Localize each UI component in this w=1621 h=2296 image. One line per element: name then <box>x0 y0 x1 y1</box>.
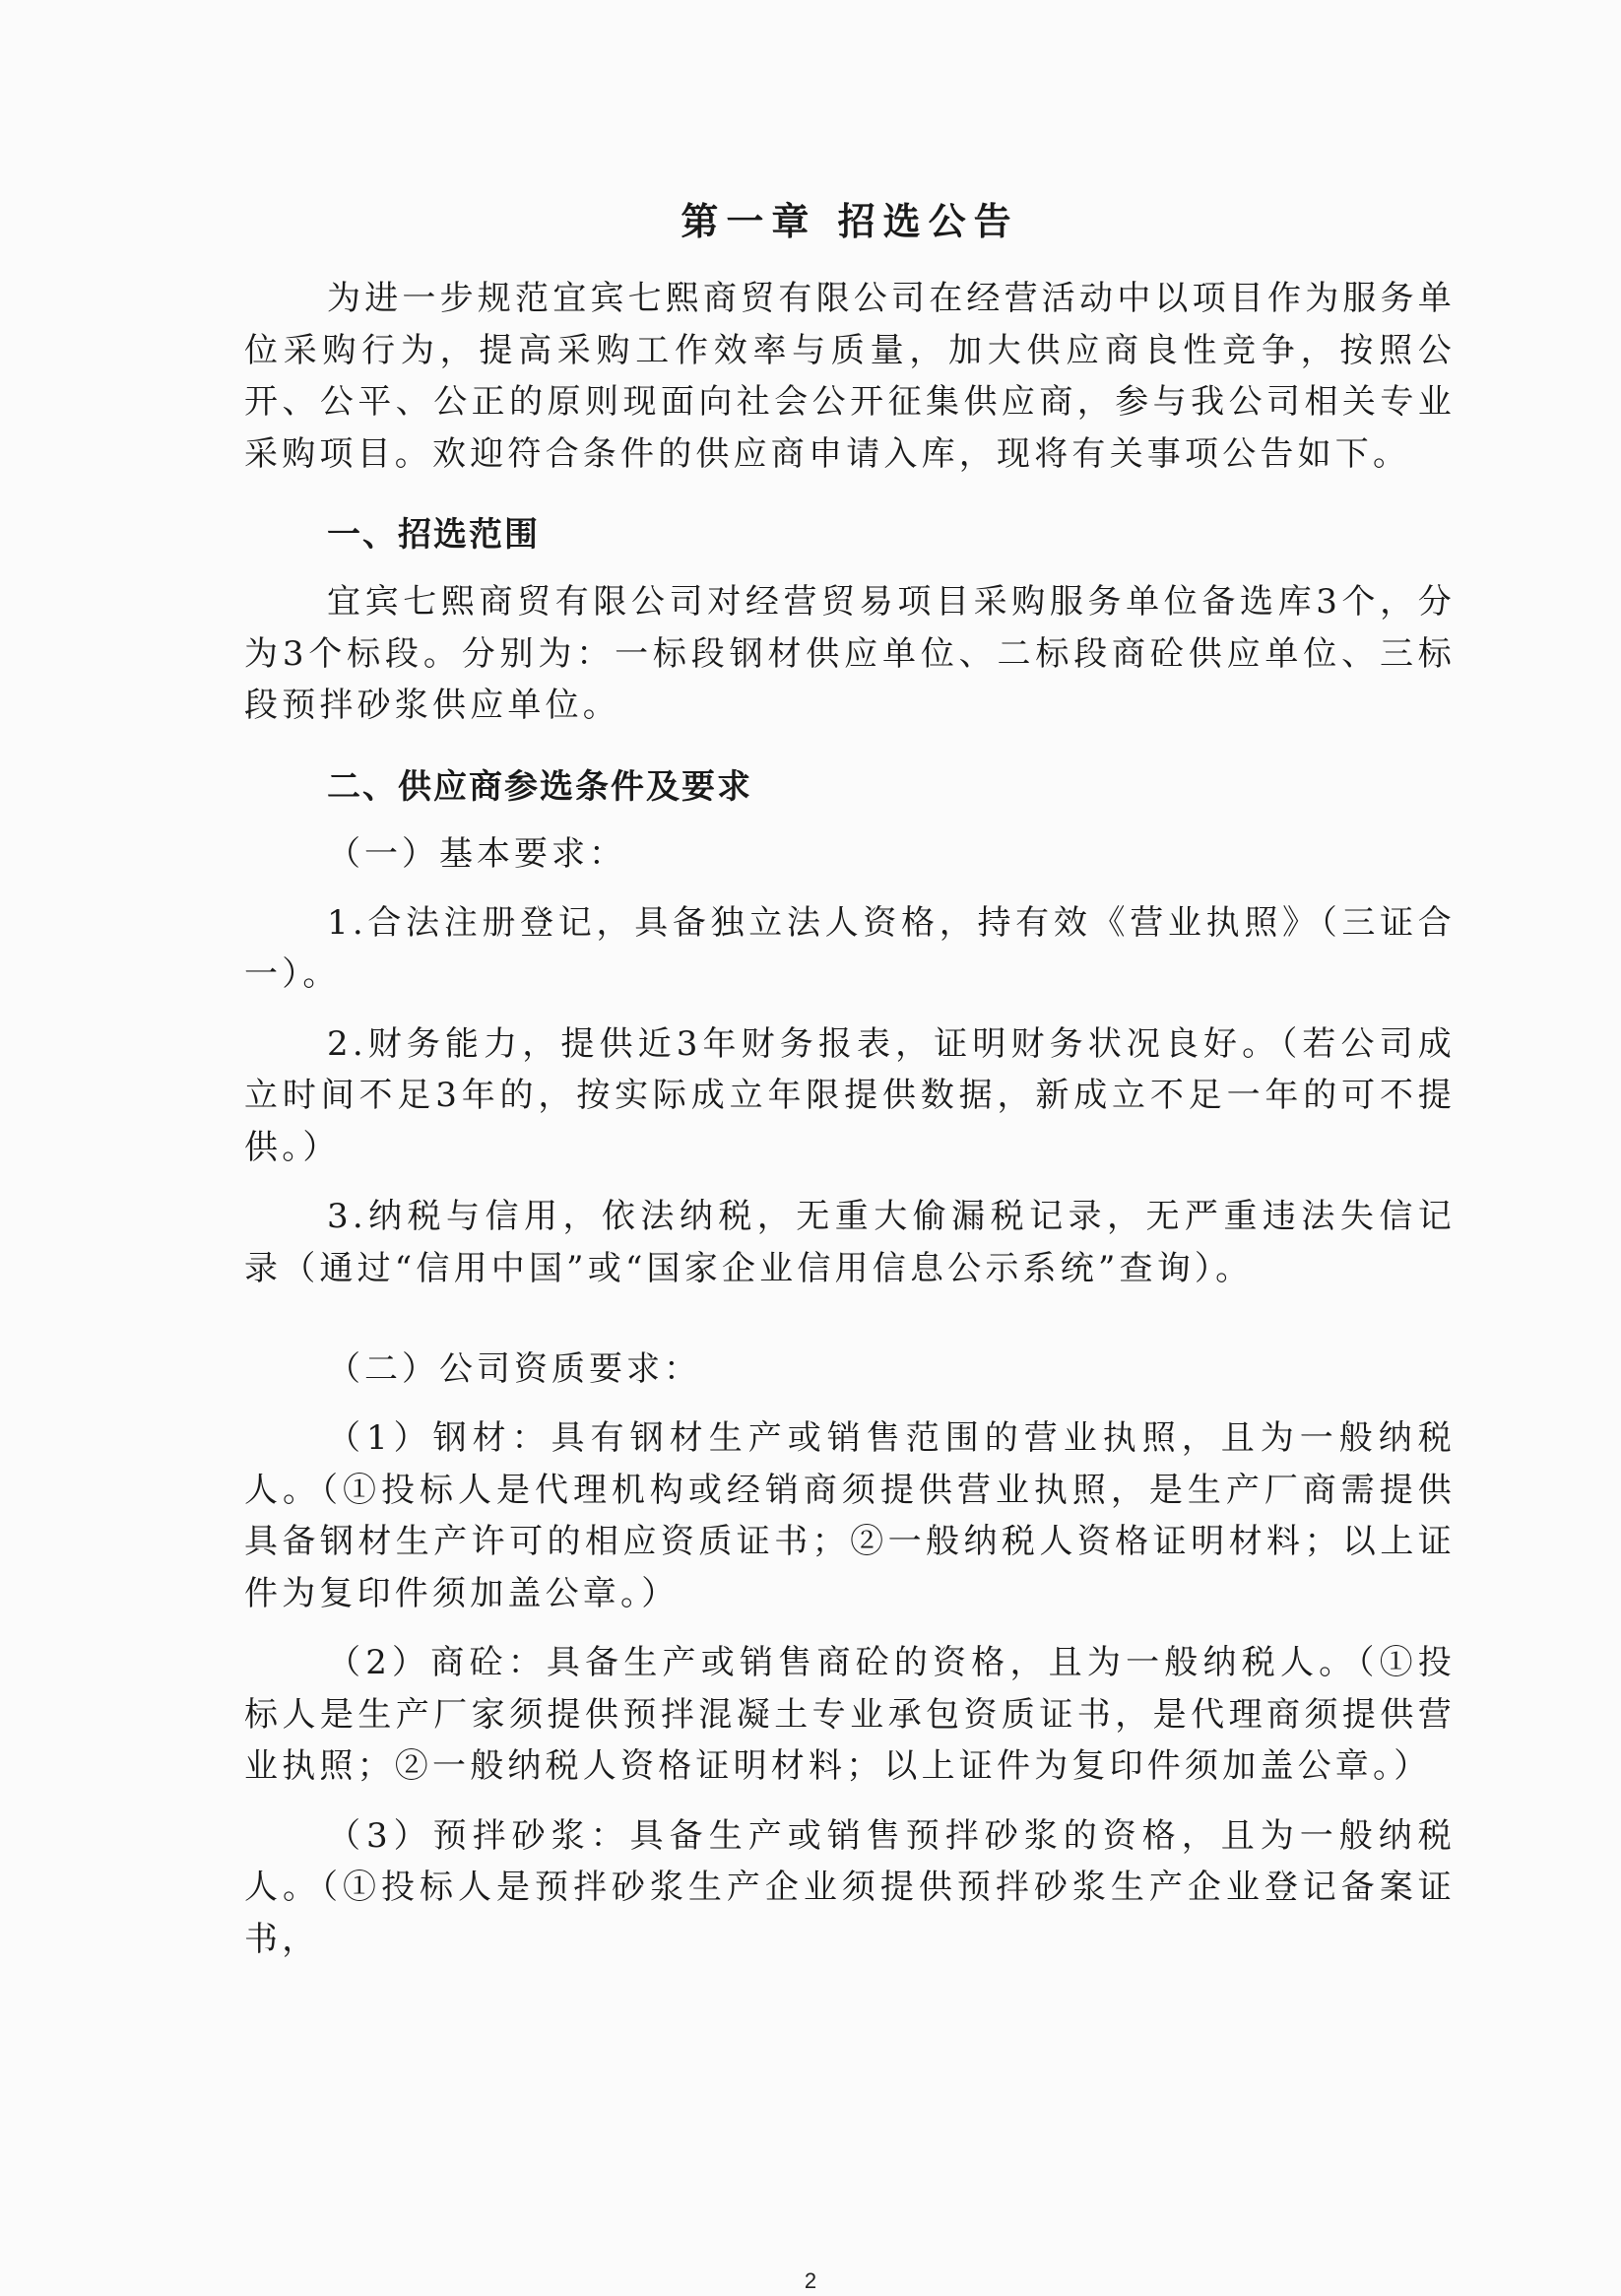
page-title: 第一章 招选公告 <box>681 200 1019 243</box>
section-heading-scope: 一、招选范围 <box>327 515 540 555</box>
qualification-item-steel: （1）钢材：具有钢材生产或销售范围的营业执照，且为一般纳税人。（①投标人是代理机构或经销商须提供营业执照，是生产厂商需提供具备钢材生产许可的相应资质证书；②一般纳税人资格证明材料；以上证件为复印件须加盖公章。） <box>244 1418 1456 1613</box>
basic-item-2: 2.财务能力，提供近3年财务报表，证明财务状况良好。（若公司成立时间不足3年的，按实际成立年限提供数据，新成立不足一年的可不提供。） <box>244 1023 1456 1167</box>
basic-item-3: 3.纳税与信用，依法纳税，无重大偷漏税记录，无严重违法失信记录（通过“信用中国”或“国家企业信用信息公示系统”查询）。 <box>244 1197 1456 1288</box>
basic-item-1: 1.合法注册登记，具备独立法人资格，持有效《营业执照》（三证合一）。 <box>244 902 1456 994</box>
intro-paragraph: 为进一步规范宜宾七熙商贸有限公司在经营活动中以项目作为服务单位采购行为，提高采购工作效率与质量，加大供应商良性竞争，按照公开、公平、公正的原则现面向社会公开征集供应商，参与我公司相关专业采购项目。欢迎符合条件的供应商申请入库，现将有关事项公告如下。 <box>244 279 1456 474</box>
subheading-qualification: （二）公司资质要求： <box>327 1349 701 1389</box>
qualification-item-mortar: （3）预拌砂浆：具备生产或销售预拌砂浆的资格，且为一般纳税人。（①投标人是预拌砂浆生产企业须提供预拌砂浆生产企业登记备案证书， <box>244 1815 1456 1959</box>
subheading-basic: （一）基本要求： <box>327 833 626 874</box>
page-number: 2 <box>804 2268 817 2293</box>
qualification-item-concrete: （2）商砼：具备生产或销售商砼的资格，且为一般纳税人。（①投标人是生产厂家须提供预拌混凝土专业承包资质证书，是代理商须提供营业执照；②一般纳税人资格证明材料；以上证件为复印件须加盖公章。） <box>244 1643 1456 1786</box>
scope-paragraph: 宜宾七熙商贸有限公司对经营贸易项目采购服务单位备选库3个，分为3个标段。分别为：一标段钢材供应单位、二标段商砼供应单位、三标段预拌砂浆供应单位。 <box>244 582 1456 725</box>
document-body <box>244 192 1456 1965</box>
section-heading-requirements: 二、供应商参选条件及要求 <box>327 766 752 807</box>
